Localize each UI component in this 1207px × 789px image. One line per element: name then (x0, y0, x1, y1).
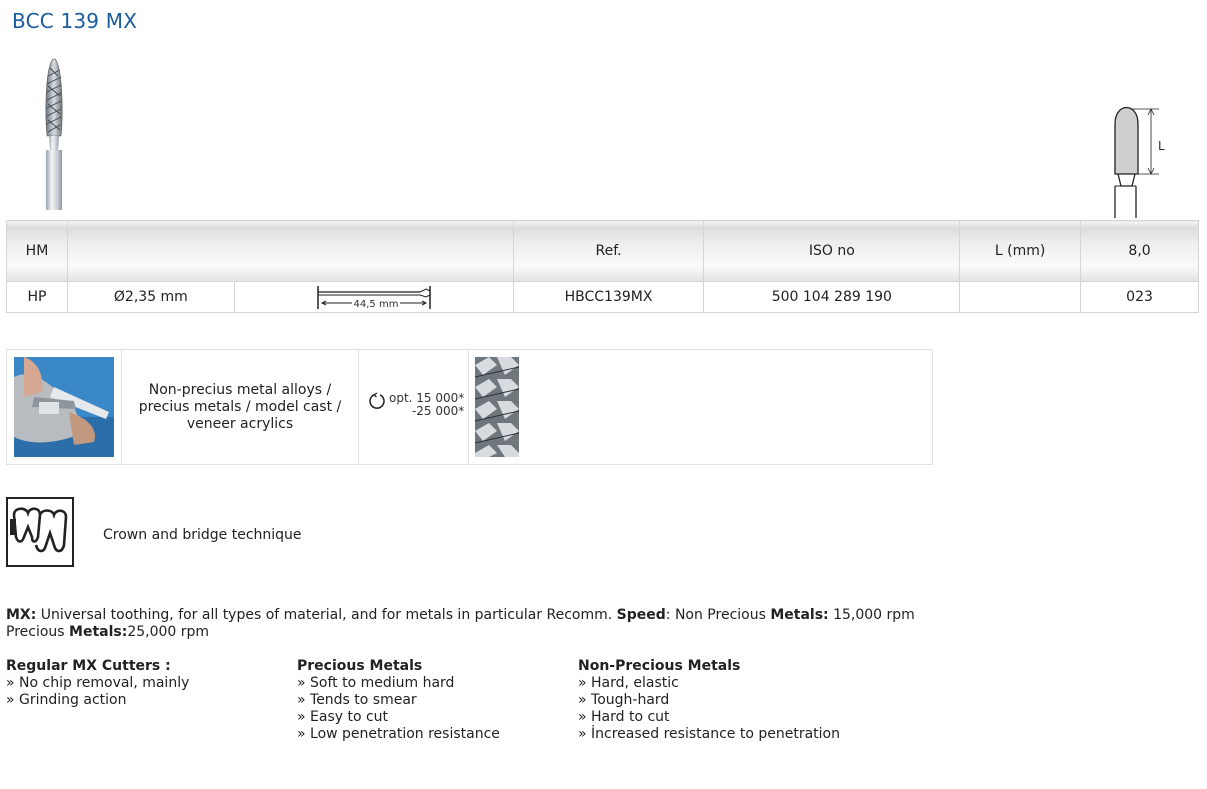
feature-column-precious (297, 658, 500, 743)
mx-label: MX: (6, 607, 37, 623)
list-item: » No chip removal, mainly (6, 675, 190, 691)
shank-length-label: 44,5 mm (353, 299, 399, 310)
column-heading: Precious Metals (297, 658, 423, 674)
table-row (7, 282, 1199, 313)
speed-text-1: : Non Precious (665, 607, 771, 623)
bur-photo (40, 56, 70, 216)
ref-cell: HBCC139MX (513, 282, 704, 313)
column-heading: Regular MX Cutters : (6, 658, 171, 674)
list-item: » Hard to cut (578, 709, 670, 725)
info-strip (6, 349, 933, 465)
list-item: » Soft to medium hard (297, 675, 455, 691)
feature-column-regular (6, 658, 189, 709)
usage-photo-cell (7, 350, 122, 464)
speed-line-2: -25 000* (411, 404, 465, 418)
speed-line-1: opt. 15 000* (389, 391, 465, 405)
list-item: » Tough-hard (578, 692, 670, 708)
feature-column-non-precious (578, 658, 840, 743)
page-title: BCC 139 MX (12, 9, 138, 33)
dimension-label: L (1158, 139, 1165, 153)
shank-type-cell: HP (7, 282, 68, 313)
speed-text-3: 25,000 rpm (127, 624, 210, 640)
list-item: » Grinding action (6, 692, 127, 708)
list-item: » Tends to smear (297, 692, 417, 708)
iso-header: ISO no (704, 221, 960, 282)
speed-cell (359, 350, 469, 464)
speed-text-2: 15,000 rpm Precious (6, 607, 915, 640)
technique-label: Crown and bridge technique (103, 527, 302, 543)
length-header: L (mm) (960, 221, 1081, 282)
ref-header: Ref. (513, 221, 704, 282)
materials-cell (122, 350, 359, 464)
materials-text: Non-precius metal alloys / precius metals / model cast / veneer acrylics (138, 381, 342, 432)
empty-cell (960, 282, 1081, 313)
column-heading: Non-Precious Metals (578, 658, 741, 674)
metals-label-2: Metals: (69, 624, 128, 640)
spec-table-header (7, 221, 1199, 282)
diameter-cell: Ø2,35 mm (67, 282, 234, 313)
metals-label-1: Metals: (770, 607, 829, 623)
mx-text: Universal toothing, for all types of material, and for metals in particular Recomm. (36, 607, 617, 623)
rotation-icon (369, 392, 387, 410)
list-item: » İncreased resistance to penetration (578, 726, 840, 742)
speed-label: Speed (616, 607, 666, 623)
list-item: » Easy to cut (297, 709, 389, 725)
spec-table (6, 220, 1199, 313)
bur-dimension-drawing (1108, 106, 1170, 224)
description (6, 607, 946, 641)
shank-drawing-cell (234, 282, 513, 313)
header-blank-cell (67, 221, 513, 282)
crown-bridge-icon (6, 497, 74, 571)
length-value: 8,0 (1081, 221, 1199, 282)
shank-length-drawing (312, 283, 436, 311)
toothing-cell (469, 350, 932, 464)
toothing-pattern (475, 357, 519, 457)
list-item: » Low penetration resistance (297, 726, 500, 742)
iso-cell: 500 104 289 190 (704, 282, 960, 313)
size-cell: 023 (1081, 282, 1199, 313)
list-item: » Hard, elastic (578, 675, 679, 691)
material-cell: HM (7, 221, 68, 282)
usage-photo (14, 357, 114, 457)
